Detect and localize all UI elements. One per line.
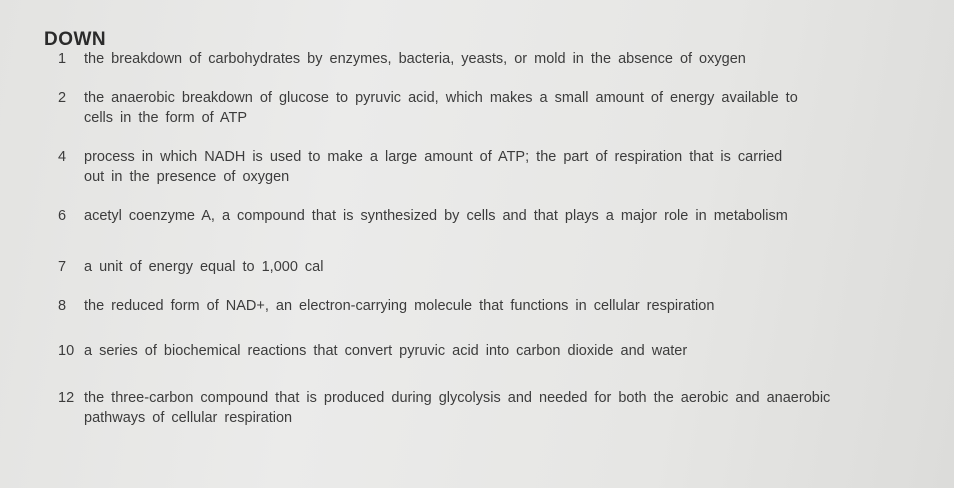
clue-number: 2 [58,90,67,106]
clue-number: 8 [58,298,67,314]
clue-2 [58,88,798,128]
clue-number: 4 [58,149,67,165]
clue-1 [58,49,746,69]
clue-text-continued: pathways of cellular respiration [84,410,293,426]
clue-6 [58,206,788,226]
clue-12 [58,388,830,428]
clue-text: a series of biochemical reactions that convert pyruvic acid into carbon dioxide and water [84,343,688,359]
section-heading: DOWN [44,29,107,50]
clue-text: the breakdown of carbohydrates by enzymes, bacteria, yeasts, or mold in the absence of oxygen [84,51,746,67]
clue-10 [58,341,687,361]
clue-number: 1 [58,51,67,67]
clue-text: process in which NADH is used to make a large amount of ATP; the part of respiration that is carried [84,149,783,165]
clue-text: the anaerobic breakdown of glucose to pyruvic acid, which makes a small amount of energy available to [84,90,798,106]
clue-number: 6 [58,208,67,224]
clue-4 [58,147,782,187]
clue-number: 10 [58,343,75,359]
clue-number: 12 [58,390,75,406]
clue-text: acetyl coenzyme A, a compound that is synthesized by cells and that plays a major role in metabolism [84,208,788,224]
clue-text: the three-carbon compound that is produced during glycolysis and needed for both the aerobic and anaerobic [84,390,831,406]
clue-number: 7 [58,259,67,275]
clue-text: the reduced form of NAD+, an electron-carrying molecule that functions in cellular respiration [84,298,715,314]
clue-7 [58,257,323,277]
clue-text-continued: cells in the form of ATP [84,110,248,126]
clue-text: a unit of energy equal to 1,000 cal [84,259,324,275]
clue-8 [58,296,714,316]
clue-text-continued: out in the presence of oxygen [84,169,290,185]
